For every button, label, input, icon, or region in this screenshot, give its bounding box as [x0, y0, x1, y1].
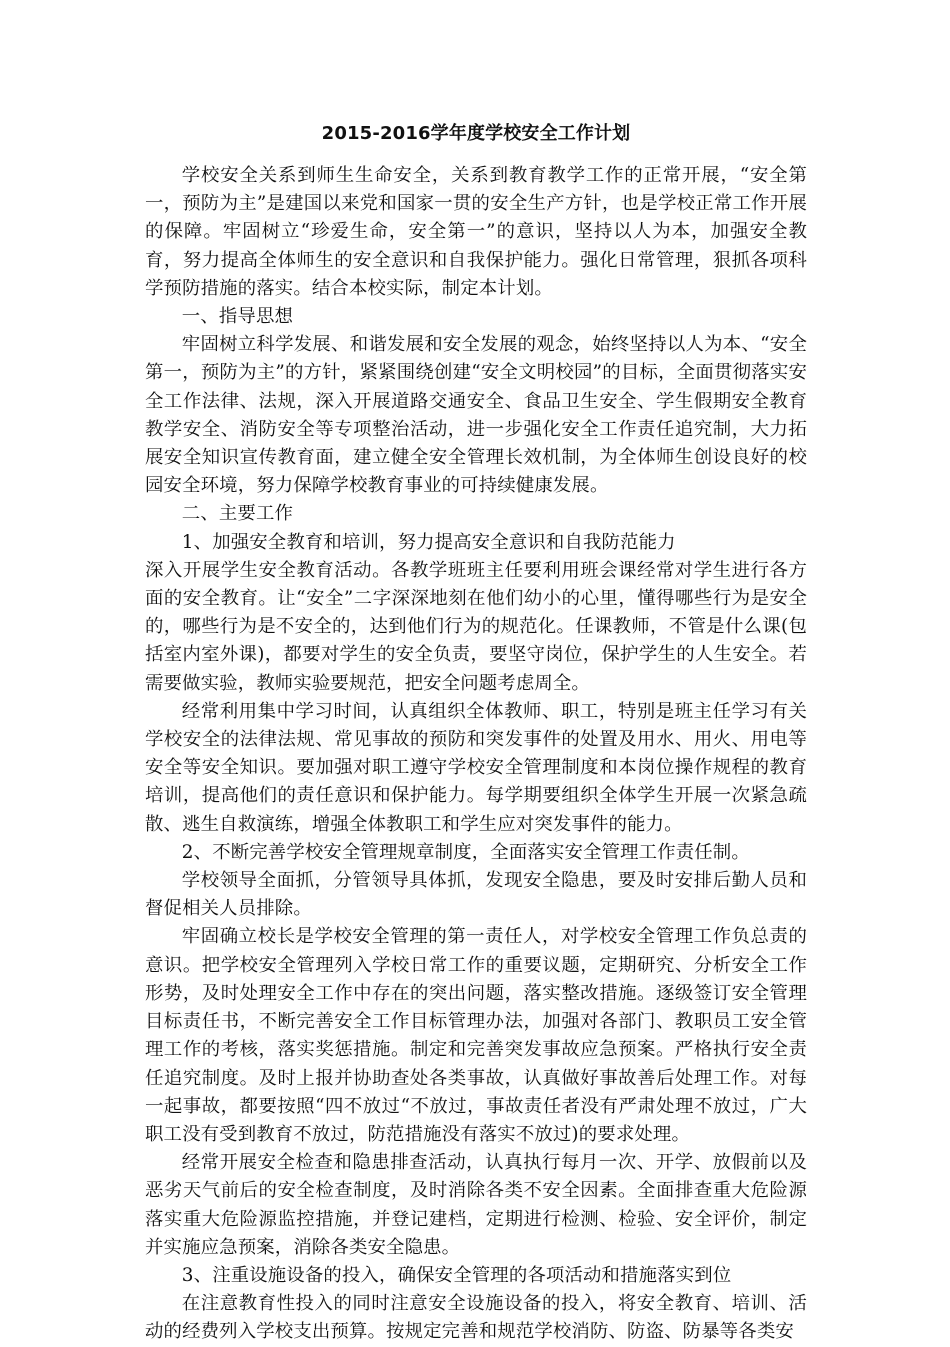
paragraph-inspection: 经常开展安全检查和隐患排查活动，认真执行每月一次、开学、放假前以及恶劣天气前后的安全检查制度，及时消除各类不安全因素。全面排查重大危险源落实重大危险源监控措施，并登记建档，定期进行检测、检验、安全评价，制定并实施应急预案，消除各类安全隐患。: [145, 1152, 807, 1258]
paragraph-facilities: 在注意教育性投入的同时注意安全设施设备的投入，将安全教育、培训、活动的经费列入学校支出预算。按规定完善和规范学校消防、防盗、防暴等各类安: [145, 1293, 807, 1343]
paragraph-student-education: 深入开展学生安全教育活动。各教学班班主任要利用班会课经常对学生进行各方面的安全教育。让“安全”二字深深地刻在他们幼小的心里，懂得哪些行为是安全的，哪些行为是不安全的，达到他们行为的规范化。任课教师，不管是什么课(包括室内室外课)，都要对学生的安全负责，要坚守岗位，保护学生的人生安全。若需要做实验，教师实验要规范，把安全问题考虑周全。: [145, 559, 807, 694]
document-body: [145, 162, 807, 1347]
paragraph-intro: 学校安全关系到师生生命安全，关系到教育教学工作的正常开展，“安全第一，预防为主”是建国以来党和国家一贯的安全生产方针，也是学校正常工作开展的保障。牢固树立“珍爱生命，安全第一”的意识，坚持以人为本，加强安全教育，努力提高全体师生的安全意识和自我保护能力。强化日常管理，狠抓各项科学预防措施的落实。结合本校实际，制定本计划。: [145, 165, 807, 299]
paragraph-leadership: 学校领导全面抓，分管领导具体抓，发现安全隐患，要及时安排后勤人员和督促相关人员排除。: [145, 870, 807, 920]
heading-guiding-thought: 一、指导思想: [181, 306, 294, 328]
heading-main-work: 二、主要工作: [181, 503, 294, 525]
paragraph-guiding-thought: 牢固树立科学发展、和谐发展和安全发展的观念，始终坚持以人为本、“安全第一，预防为主”的方针，紧紧围绕创建“安全文明校园”的目标，全面贯彻落实安全工作法律、法规，深入开展道路交通安全、食品卫生安全、学生假期安全教育教学安全、消防安全等专项整治活动，进一步强化安全工作责任追究制，大力拓展安全知识宣传教育面，建立健全安全管理长效机制，为全体师生创设良好的校园安全环境，努力保障学校教育事业的可持续健康发展。: [145, 334, 807, 497]
subheading-2: 2、不断完善学校安全管理规章制度，全面落实安全管理工作责任制。: [181, 841, 750, 863]
paragraph-staff-training: 经常利用集中学习时间，认真组织全体教师、职工，特别是班主任学习有关学校安全的法律法规、常见事故的预防和突发事件的处置及用水、用火、用电等安全等安全知识。要加强对职工遵守学校安全管理制度和本岗位操作规程的教育培训，提高他们的责任意识和保护能力。每学期要组织全体学生开展一次紧急疏散、逃生自救演练，增强全体教职工和学生应对突发事件的能力。: [145, 700, 807, 835]
subheading-3: 3、注重设施设备的投入，确保安全管理的各项活动和措施落实到位: [181, 1264, 732, 1286]
document-page: [145, 120, 807, 1347]
subheading-1: 1、加强安全教育和培训，努力提高安全意识和自我防范能力: [181, 531, 676, 553]
document-title: 2015-2016学年度学校安全工作计划: [321, 123, 631, 144]
paragraph-responsibility: 牢固确立校长是学校安全管理的第一责任人，对学校安全管理工作负总责的意识。把学校安全管理列入学校日常工作的重要议题，定期研究、分析安全工作形势，及时处理安全工作中存在的突出问题，落实整改措施。逐级签订安全管理目标责任书，不断完善安全工作目标管理办法，加强对各部门、教职员工安全管理工作的考核，落实奖惩措施。制定和完善突发事故应急预案。严格执行安全责任追究制度。及时上报并协助查处各类事故，认真做好事故善后处理工作。对每一起事故，都要按照“四不放过“不放过，事故责任者没有严肃处理不放过，广大职工没有受到教育不放过，防范措施没有落实不放过)的要求处理。: [145, 926, 807, 1145]
